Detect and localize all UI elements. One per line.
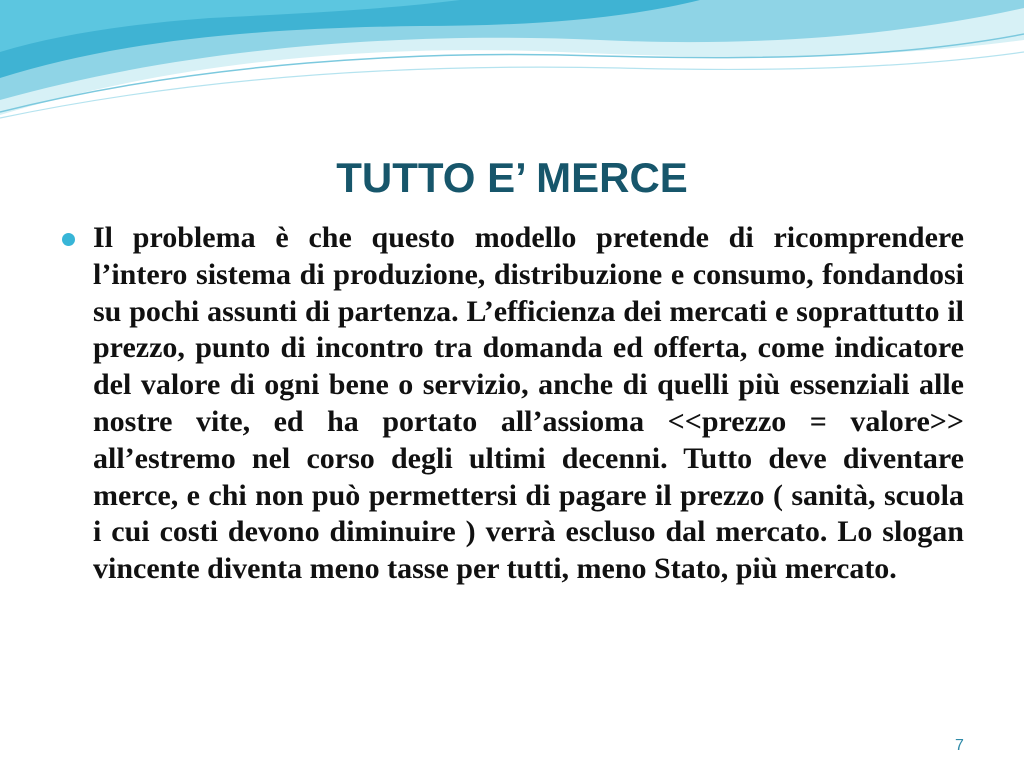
bullet-text: Il problema è che questo modello pretende di ricomprendere l’intero sistema di produzione, distribuzione e consumo, fondandosi su pochi assunti di partenza. L’efficienza dei mercati e soprattutto il prezzo, punto di incontro tra domanda ed offerta, come indicatore del valore di ogni bene o servizio, anche di quelli più essenziali alle nostre vite, ed ha portato all’assioma <<prezzo = valore>> all’estremo nel corso degli ultimi decenni. Tutto deve diventare merce, e chi non può permettersi di pagare il prezzo ( sanità, scuola i cui costi devono diminuire ) verrà escluso dal mercato. Lo slogan vincente diventa meno tasse per tutti, meno Stato, più mercato. bbox=[93, 221, 964, 586]
bullet-dot-icon bbox=[62, 233, 75, 246]
slide-title: TUTTO E’ MERCE bbox=[336, 154, 688, 201]
bullet-item bbox=[62, 220, 964, 588]
bullet-list bbox=[62, 220, 964, 588]
header-wave-decoration bbox=[0, 0, 1024, 130]
page-number: 7 bbox=[955, 737, 964, 754]
